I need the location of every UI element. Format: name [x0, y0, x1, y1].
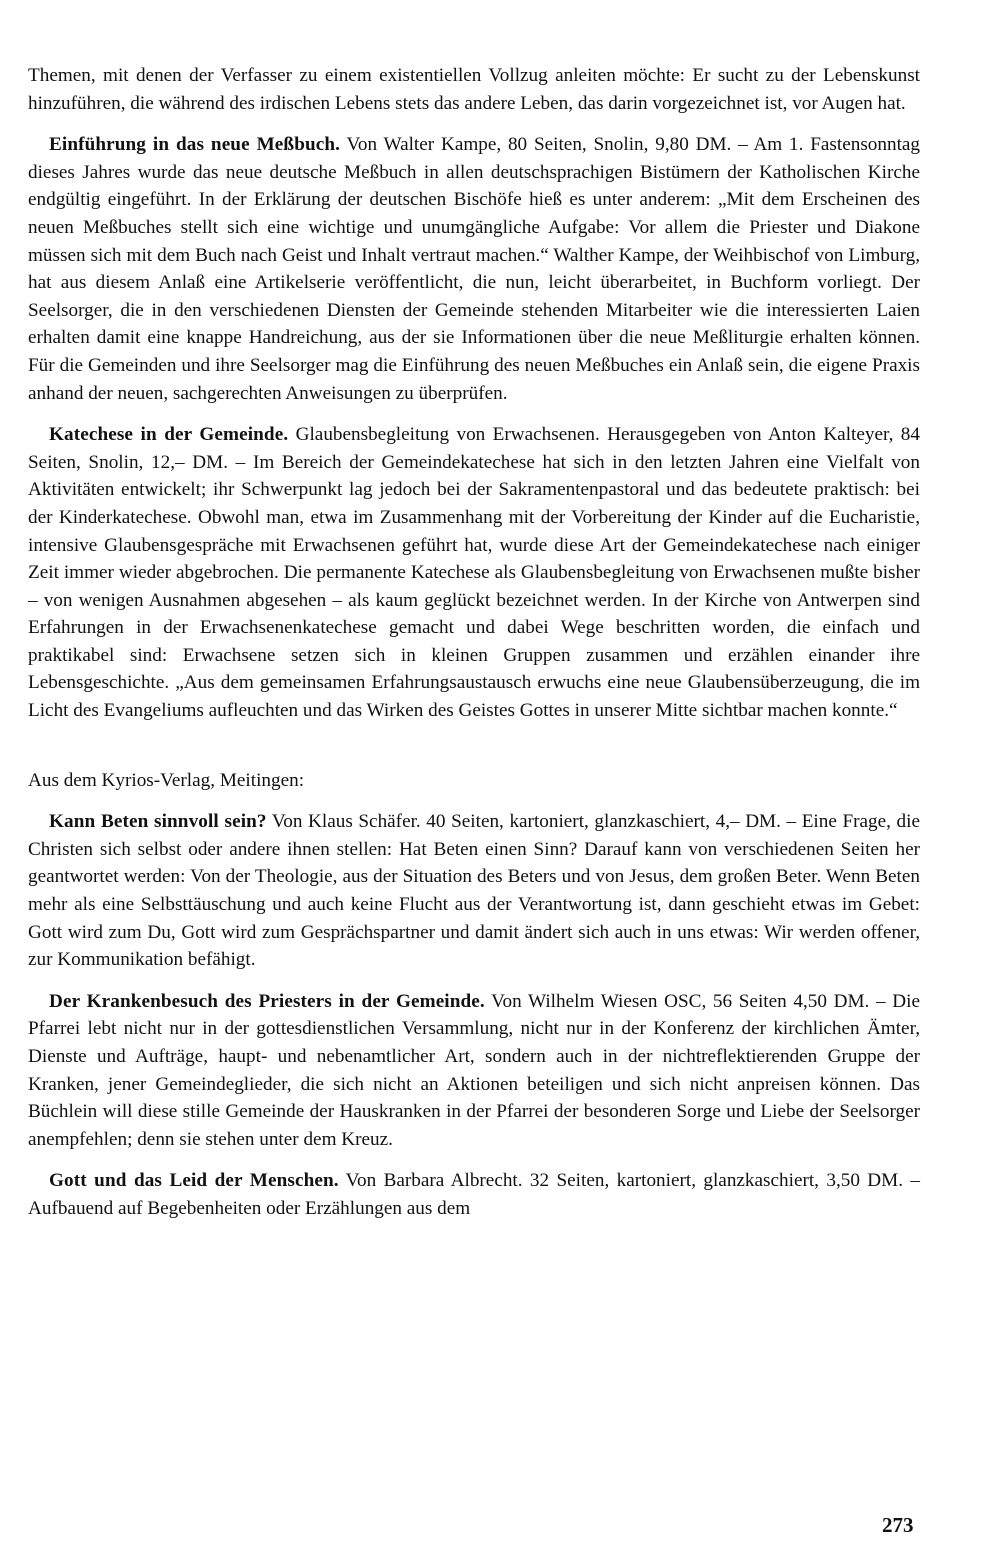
review-leid	[28, 1167, 920, 1222]
review-title: Kann Beten sinnvoll sein?	[49, 811, 267, 833]
review-title: Gott und das Leid der Menschen.	[49, 1170, 339, 1192]
review-meßbuch	[28, 131, 920, 407]
review-body: Von Walter Kampe, 80 Seiten, Snolin, 9,80 DM. – Am 1. Fastensonntag dieses Jahres wurde das neue deutsche Meßbuch in allen deutschsprachigen Bistümern der Katholischen Kirche endgültig eingeführt. In der Erklärung der deutschen Bischöfe hieß es unter anderem: „Mit dem Erscheinen des neuen Meßbuches stellt sich eine wichtige und unumgängliche Aufgabe: Vor allem die Priester und Diakone müssen sich mit dem Buch nach Geist und Inhalt vertraut machen.“ Walther Kampe, der Weihbischof von Limburg, hat aus diesem Anlaß eine Artikelserie veröffentlicht, die nun, leicht überarbeitet, in Buchform vorliegt. Der Seelsorger, die in den verschiedenen Diensten der Gemeinde stehenden Mitarbeiter wie die interessierten Laien erhalten damit eine knappe Handreichung, aus der sie Informationen über die neue Meßliturgie erhalten können. Für die Gemeinden und ihre Seelsorger mag die Einführung des neuen Meßbuches ein Anlaß sein, die eigene Praxis anhand der neuen, sachgerechten Anweisungen zu überprüfen.	[28, 134, 921, 404]
publisher-heading: Aus dem Kyrios-Verlag, Meitingen:	[28, 769, 305, 791]
intro-paragraph: Themen, mit denen der Verfasser zu einem existentiellen Vollzug anleiten möchte: Er sucht zu der Lebenskunst hinzuführen, die während des irdischen Lebens stets das andere Leben, das darin vorgezeichnet ist, vor Augen hat.	[28, 65, 920, 114]
review-body: Von Barbara Albrecht. 32 Seiten, kartoniert, glanzkaschiert, 3,50 DM. – Aufbauend auf Begebenheiten oder Erzählungen aus dem	[28, 1170, 920, 1219]
review-body: Glaubensbegleitung von Erwachsenen. Herausgegeben von Anton Kalteyer, 84 Seiten, Snolin, 12,– DM. – Im Bereich der Gemeindekatechese hat sich in den letzten Jahren eine Vielfalt von Aktivitäten entwickelt; ihr Schwerpunkt lag jedoch bei der Sakramentenpastoral und das bedeutete praktisch: bei der Kinderkatechese. Obwohl man, etwa im Zusammenhang mit der Vorbereitung der Kinder auf die Eucharistie, intensive Glaubensgespräche mit Erwachsenen geführt hat, wurde diese Art der Gemeindekatechese nach einiger Zeit immer wieder abgebrochen. Die permanente Katechese als Glaubensbegleitung von Erwachsenen mußte bisher – von wenigen Ausnahmen abgesehen – als kaum geglückt bezeichnet werden. In der Kirche von Antwerpen sind Erfahrungen in der Erwachsenenkatechese gemacht und dabei Wege beschritten worden, die einfach und praktikabel sind: Erwachsene setzen sich in kleinen Gruppen zusammen und erzählen einander ihre Lebensgeschichte. „Aus dem gemeinsamen Erfahrungsaustausch erwuchs eine neue Glaubensüberzeugung, die im Licht des Evangeliums aufleuchten und das Wirken des Geistes Gottes in unserer Mitte sichtbar machen konnte.“	[28, 424, 920, 722]
review-title: Katechese in der Gemeinde.	[49, 424, 289, 446]
page-text	[28, 62, 920, 1223]
review-beten	[28, 808, 920, 974]
review-katechese	[28, 421, 920, 725]
review-krankenbesuch	[28, 988, 920, 1154]
review-title: Einführung in das neue Meßbuch.	[49, 134, 341, 156]
review-title: Der Krankenbesuch des Priesters in der Gemeinde.	[49, 990, 485, 1012]
review-body: Von Klaus Schäfer. 40 Seiten, kartoniert, glanzkaschiert, 4,– DM. – Eine Frage, die Christen sich selbst oder andere ihnen stellen: Hat Beten einen Sinn? Darauf kann von verschiedenen Seiten her geantwortet werden: Von der Theologie, aus der Situation des Beters und von Jesus, dem großen Beter. Wenn Beten mehr als eine Selbsttäuschung und auch keine Flucht aus der Verantwortung ist, dann geschieht etwas im Gebet: Gott wird zum Du, Gott wird zum Gesprächspartner und damit ändert sich auch in uns etwas: Wir werden offener, zur Kommunikation befähigt.	[28, 811, 920, 971]
review-body: Von Wilhelm Wiesen OSC, 56 Seiten 4,50 DM. – Die Pfarrei lebt nicht nur in der gottesdienstlichen Versammlung, nicht nur in der Konferenz der kirchlichen Ämter, Dienste und Aufträge, haupt- und nebenamtlicher Art, sondern auch in der nichtreflektierenden Gruppe der Kranken, jener Gemeindeglieder, die sich nicht an Aktionen beteiligen und sich nicht anpreisen können. Das Büchlein will diese stille Gemeinde der Hauskranken in der Pfarrei der besonderen Sorge und Liebe der Seelsorger anempfehlen; denn sie stehen unter dem Kreuz.	[28, 990, 920, 1150]
page-number: 273	[882, 1513, 914, 1537]
